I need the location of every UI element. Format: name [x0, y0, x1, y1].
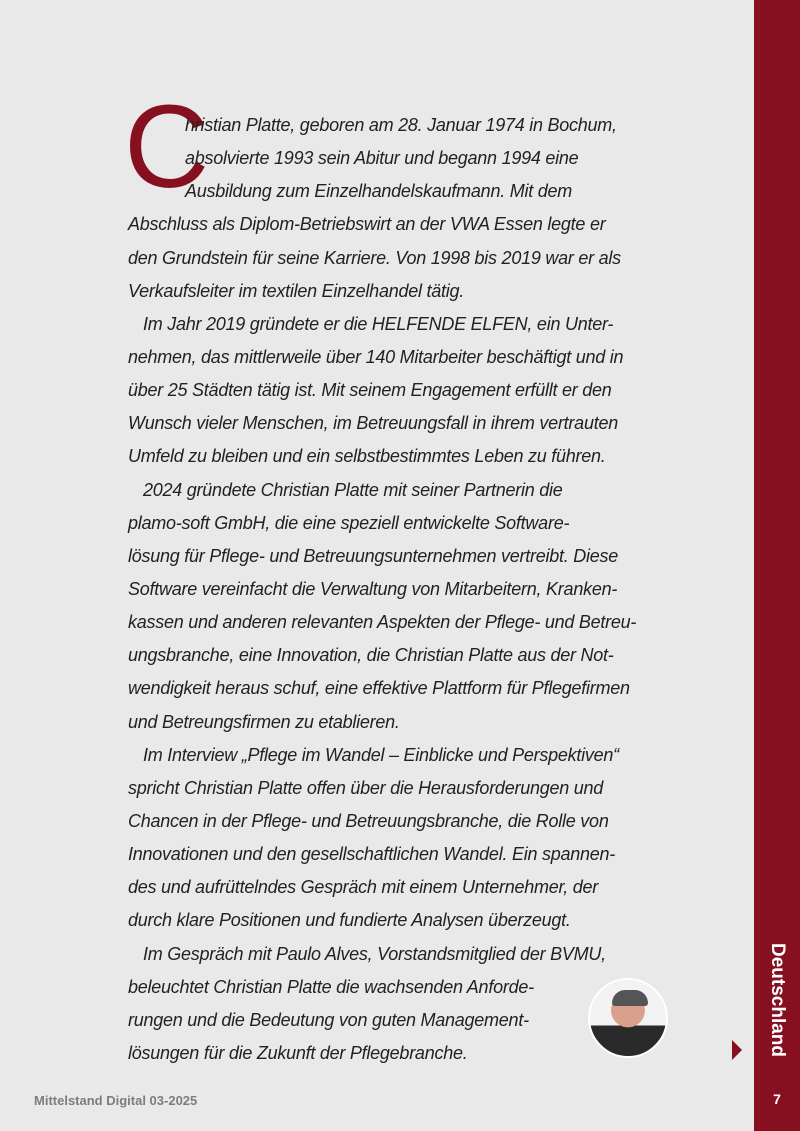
text-line: nehmen, das mittlerweile über 140 Mitarbeiter beschäftigt und in [128, 346, 624, 367]
text-line: spricht Christian Platte offen über die Herausforderungen und [128, 777, 604, 798]
text-line: lösungen für die Zukunft der Pflegebranche. [128, 1042, 468, 1063]
text-line: Verkaufsleiter im textilen Einzelhandel tätig. [128, 280, 465, 301]
footer-publication: Mittelstand Digital 03-2025 [34, 1093, 198, 1108]
text-line: kassen und anderen relevanten Aspekten der Pflege- und Betreu- [128, 612, 637, 633]
text-line: Umfeld zu bleiben und ein selbstbestimmtes Leben zu führen. [128, 446, 606, 467]
text-line: Im Gespräch mit Paulo Alves, Vorstandsmitglied der BVMU, [143, 943, 606, 964]
text-line: 2024 gründete Christian Platte mit seiner Partnerin die [143, 479, 563, 500]
text-line: hristian Platte, geboren am 28. Januar 1974 in Bochum, [185, 115, 617, 135]
page-number: 7 [773, 1091, 781, 1107]
section-label: Deutschland [767, 942, 788, 1058]
text-line: Abschluss als Diplom-Betriebswirt an der VWA Essen legte er [128, 214, 606, 235]
text-line: Wunsch vieler Menschen, im Betreuungsfall in ihrem vertrauten [128, 413, 618, 434]
text-line: absolvierte 1993 sein Abitur und begann 1994 eine [185, 148, 579, 169]
text-line: Innovationen und den gesellschaftlichen Wandel. Ein spannen- [128, 844, 616, 865]
text-line: Ausbildung zum Einzelhandelskaufmann. Mit dem [185, 181, 572, 202]
text-line: Software vereinfacht die Verwaltung von Mitarbeitern, Kranken- [128, 578, 618, 599]
text-line: durch klare Positionen und fundierte Analysen überzeugt. [128, 910, 571, 931]
triangle-marker-icon [732, 1040, 742, 1060]
text-line: beleuchtet Christian Platte die wachsenden Anforde- [128, 976, 534, 997]
text-line: wendigkeit heraus schuf, eine effektive Plattform für Pflegefirmen [128, 678, 630, 699]
text-line: Im Jahr 2019 gründete er die HELFENDE ELFEN, ein Unter- [143, 313, 614, 334]
text-line: über 25 Städten tätig ist. Mit seinem Engagement erfüllt er den [128, 380, 612, 401]
article-body [128, 109, 636, 1070]
text-line: lösung für Pflege- und Betreuungsunternehmen vertreibt. Diese [128, 545, 619, 566]
text-line: rungen und die Bedeutung von guten Management- [128, 1009, 529, 1030]
text-line: des und aufrüttelndes Gespräch mit einem Unternehmer, der [128, 877, 599, 898]
drop-cap: C [124, 81, 210, 213]
text-line: ungsbranche, eine Innovation, die Christian Platte aus der Not- [128, 645, 614, 666]
text-line: plamo-soft GmbH, die eine speziell entwickelte Software- [128, 512, 570, 533]
text-line: Im Interview „Pflege im Wandel – Einblicke und Perspektiven“ [143, 744, 619, 765]
text-line: Chancen in der Pflege- und Betreuungsbranche, die Rolle von [128, 810, 609, 831]
text-line: und Betreungsfirmen zu etablieren. [128, 711, 400, 732]
text-line: den Grundstein für seine Karriere. Von 1998 bis 2019 war er als [128, 247, 621, 268]
